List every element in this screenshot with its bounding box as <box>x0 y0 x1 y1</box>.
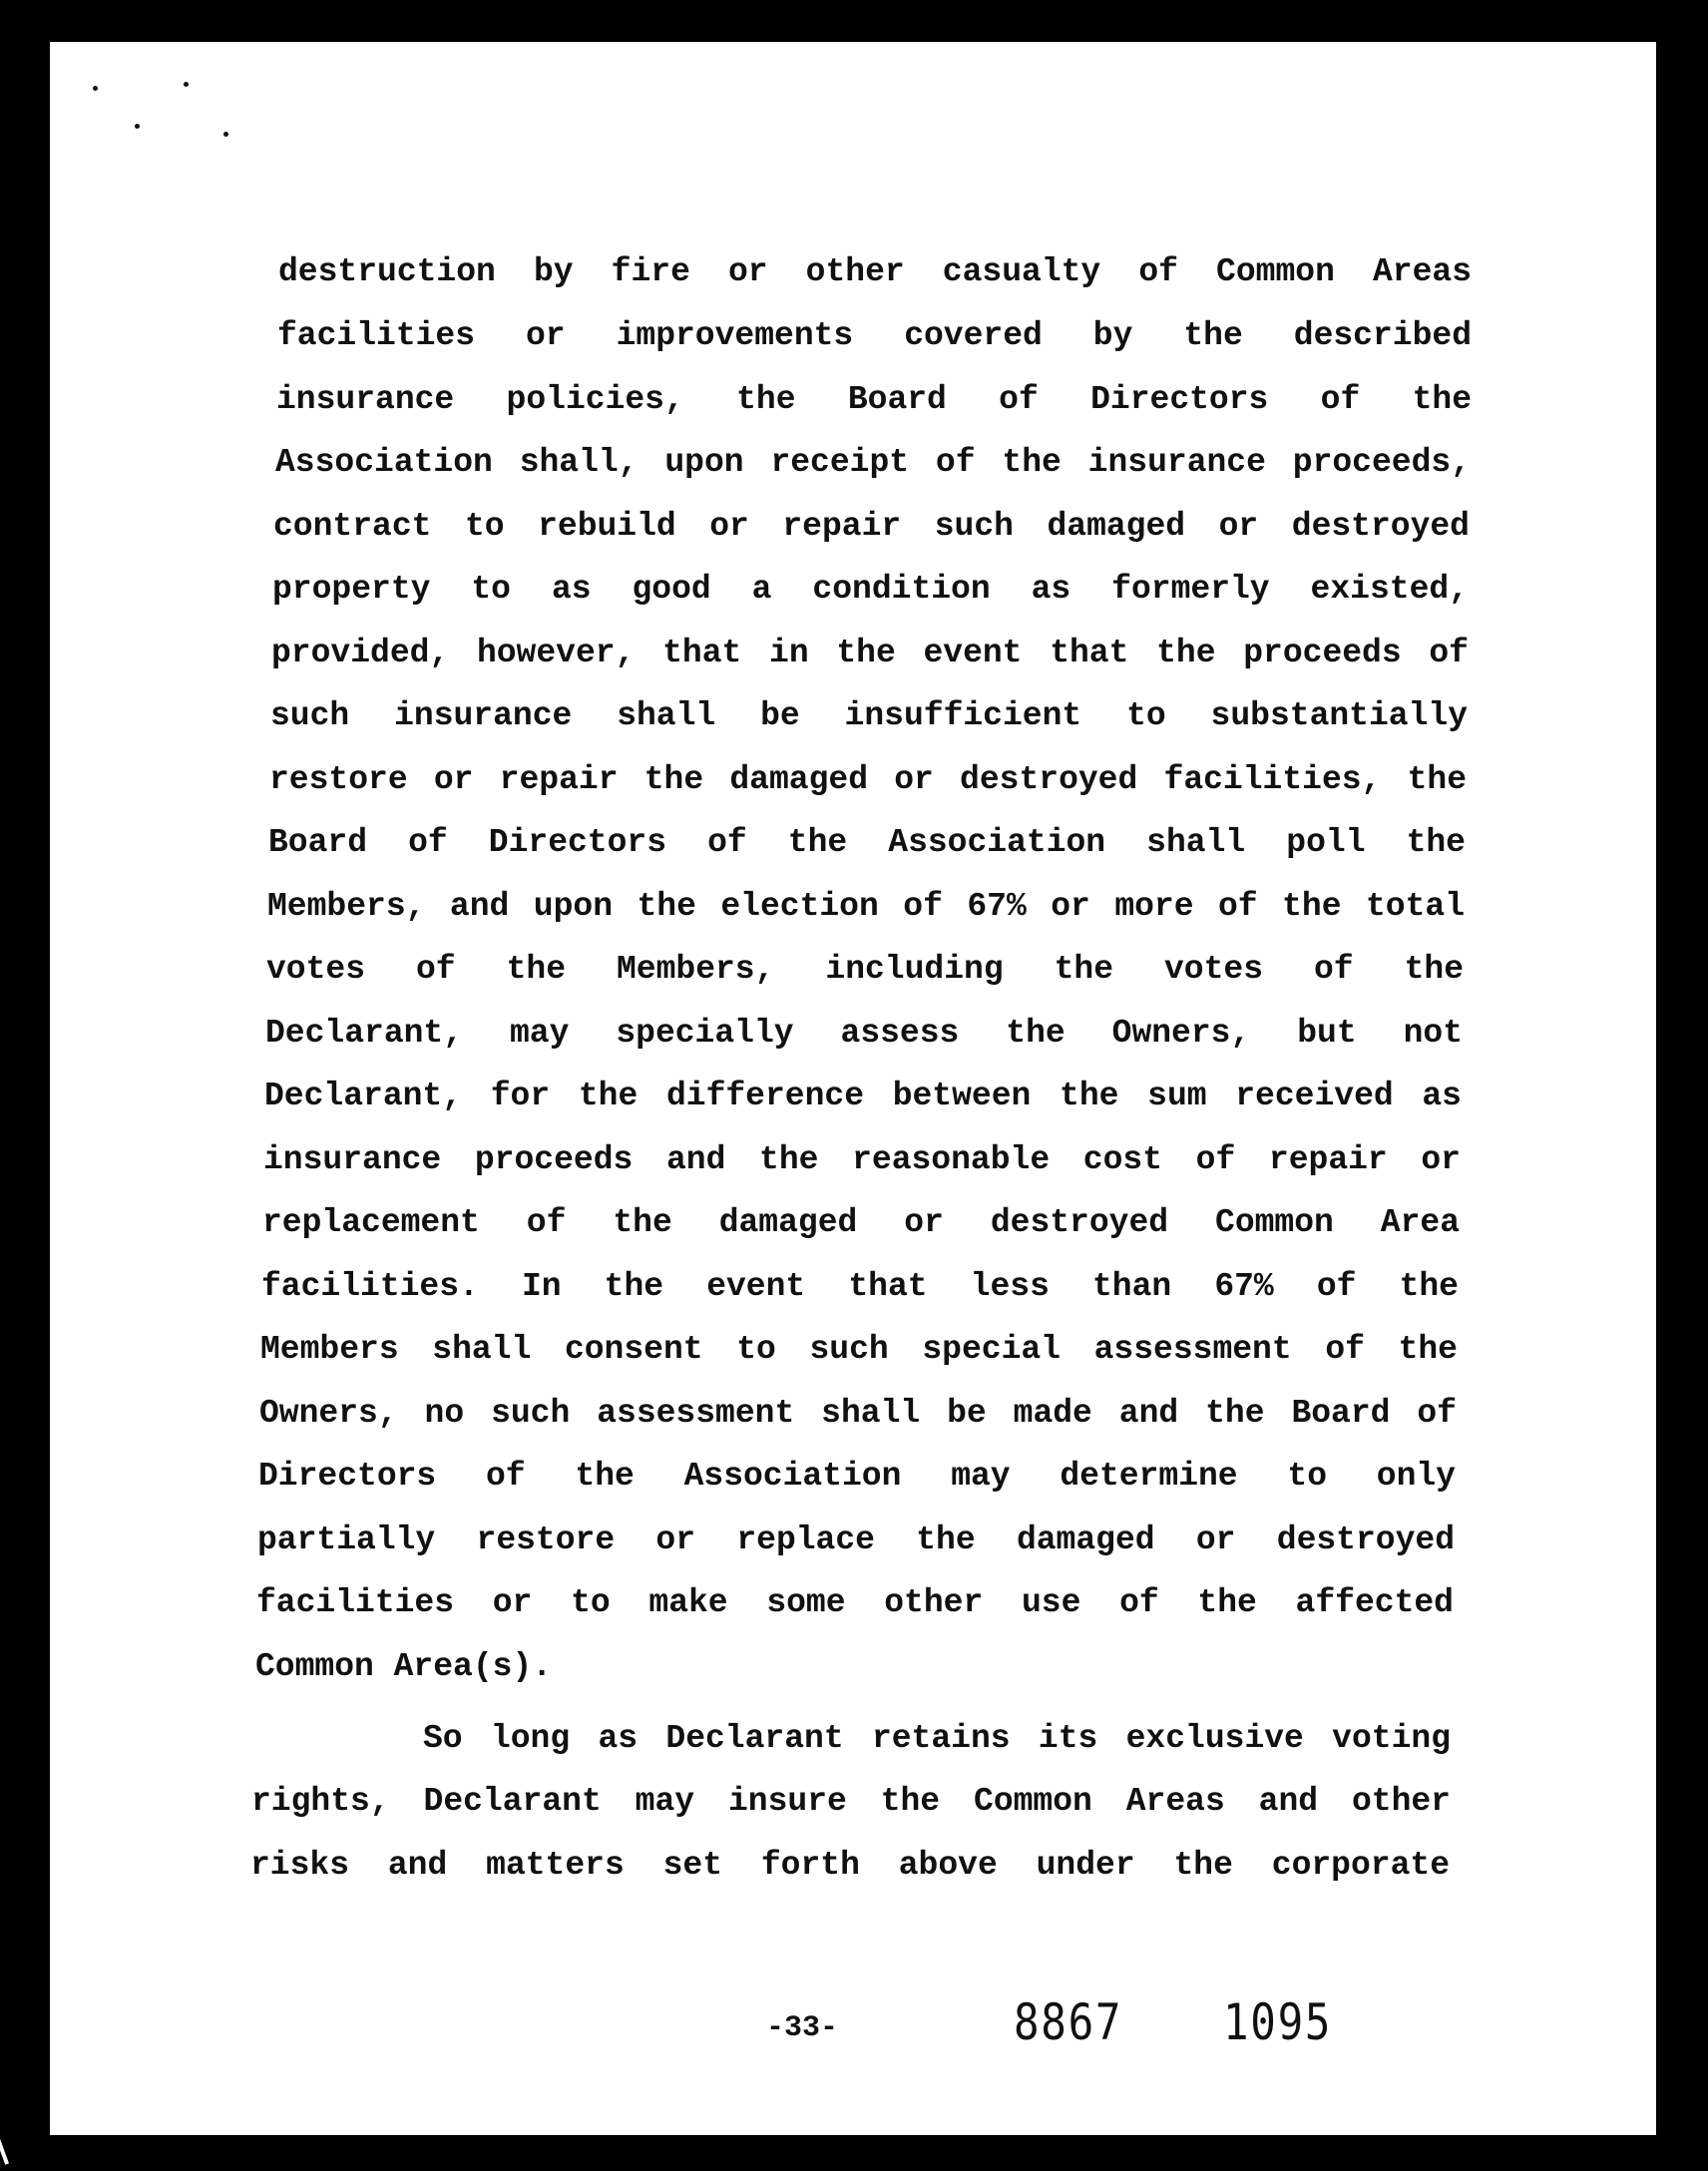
text-line: Association shall, upon receipt of the insurance proceeds, <box>275 444 1471 481</box>
scan-speck <box>135 124 140 129</box>
text-line: Declarant, may specially assess the Owners, but not <box>265 1015 1463 1052</box>
text-line: facilities. In the event that less than 67% of the <box>261 1268 1459 1305</box>
text-line: partially restore or replace the damaged or destroyed <box>257 1521 1455 1558</box>
text-line: facilities or to make some other use of the affected <box>256 1584 1454 1621</box>
text-line: Directors of the Association may determine to only <box>258 1458 1456 1495</box>
text-line: Declarant, for the difference between the sum received as <box>264 1078 1462 1114</box>
text-line: insurance policies, the Board of Directors of the <box>276 381 1472 418</box>
scan-edge-mark <box>0 2135 9 2165</box>
text-line: risks and matters set forth above under the corporate <box>250 1847 1450 1884</box>
page-number: -33- <box>766 2011 839 2045</box>
text-line: insurance proceeds and the reasonable cost of repair or <box>263 1141 1461 1178</box>
recording-stamp-page: 1095 <box>1223 1993 1333 2051</box>
scan-speck <box>184 82 189 87</box>
text-line: votes of the Members, including the votes of the <box>266 951 1464 988</box>
text-line: restore or repair the damaged or destroyed facilities, the <box>269 761 1467 798</box>
document-page <box>50 42 1656 2135</box>
recording-stamp-book: 8867 <box>1014 1993 1123 2051</box>
text-line: property to as good a condition as formerly existed, <box>272 571 1469 608</box>
scan-speck <box>223 132 228 137</box>
scan-speck <box>93 86 98 91</box>
text-line: such insurance shall be insufficient to substantially <box>270 697 1468 734</box>
text-line: contract to rebuild or repair such damaged or destroyed <box>273 508 1470 545</box>
text-line: Common Area(s). <box>255 1648 553 1685</box>
text-line: provided, however, that in the event that the proceeds of <box>271 635 1469 671</box>
text-line: Members shall consent to such special assessment of the <box>260 1331 1458 1368</box>
text-line: facilities or improvements covered by the described <box>277 317 1472 354</box>
text-line: destruction by fire or other casualty of Common Areas <box>278 253 1472 290</box>
text-line: Owners, no such assessment shall be made and the Board of <box>259 1395 1457 1432</box>
text-line: So long as Declarant retains its exclusive voting <box>423 1720 1451 1757</box>
text-line: Board of Directors of the Association shall poll the <box>268 824 1466 861</box>
text-line: Members, and upon the election of 67% or more of the total <box>267 888 1465 925</box>
text-line: rights, Declarant may insure the Common Areas and other <box>251 1783 1451 1820</box>
text-line: replacement of the damaged or destroyed Common Area <box>262 1204 1460 1241</box>
